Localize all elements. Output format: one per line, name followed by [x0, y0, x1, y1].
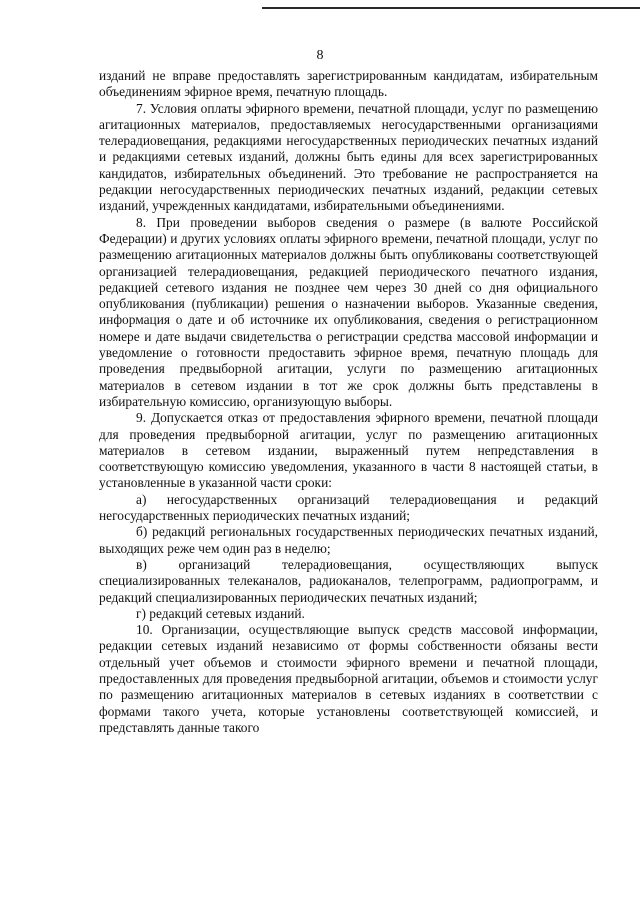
paragraph-continuation: изданий не вправе предоставлять зарегистрированным кандидатам, избирательным объединениям эфирное время, печатную площадь.: [99, 68, 598, 100]
paragraph-7: 7. Условия оплаты эфирного времени, печатной площади, услуг по размещению агитационных материалов, предоставляемых негосударственными организациями телерадиовещания, редакциями негосударственных периодических печатных изданий и редакциями сетевых изданий, должны быть едины для всех зарегистрированных кандидатов, избирательных объединений. Это требование не распространяется на редакции негосударственных периодических печатных изданий, редакции сетевых изданий, учрежденных кандидатами, избирательными объединениями.: [99, 100, 598, 214]
document-body: [99, 68, 598, 736]
paragraph-10: 10. Организации, осуществляющие выпуск средств массовой информации, редакции сетевых изданий независимо от формы собственности обязаны вести отдельный учет объемов и стоимости эфирного времени и печатной площади, предоставленных для проведения предвыборной агитации, объемов и стоимости услуг по размещению агитационных материалов в сетевых изданиях в соответствии с формами такого учета, которые установлены соответствующей комиссией, и представлять данные такого: [99, 622, 598, 735]
page-number: 8: [316, 48, 324, 63]
paragraph-9-item-v: в) организаций телерадиовещания, осуществляющих выпуск специализированных телеканалов, радиоканалов, телепрограмм, радиопрограмм, и редакций специализированных периодических печатных изданий;: [99, 556, 598, 605]
paragraph-9-item-b: б) редакций региональных государственных периодических печатных изданий, выходящих реже чем один раз в неделю;: [99, 524, 598, 556]
paragraph-9-item-a: а) негосударственных организаций телерадиовещания и редакций негосударственных периодических печатных изданий;: [99, 491, 598, 524]
paragraph-9-item-g: г) редакций сетевых изданий.: [136, 605, 305, 621]
scan-top-edge-line: [262, 7, 640, 9]
paragraph-9: 9. Допускается отказ от предоставления эфирного времени, печатной площади для проведения предвыборной агитации, услуг по размещению агитационных материалов в сетевом издании, выраженный путем непредставления в соответствующую комиссию уведомления, указанного в части 8 настоящей статьи, в установленные в указанной части сроки:: [99, 410, 598, 491]
paragraph-8: 8. При проведении выборов сведения о размере (в валюте Российской Федерации) и других условиях оплаты эфирного времени, печатной площади, услуг по размещению агитационных материалов должны быть опубликованы соответствующей организацией телерадиовещания, редакцией периодического печатного издания, редакцией сетевого издания не позднее чем через 30 дней со дня официального опубликования (публикации) решения о назначении выборов. Указанные сведения, информация о дате и об источнике их опубликования, сведения о регистрационном номере и дате выдачи свидетельства о регистрации средства массовой информации и уведомление о готовности предоставить эфирное время, печатную площадь для проведения предвыборной агитации, услуги по размещению агитационных материалов в сетевом издании в тот же срок должны быть представлены в избирательную комиссию, организующую выборы.: [99, 214, 598, 409]
